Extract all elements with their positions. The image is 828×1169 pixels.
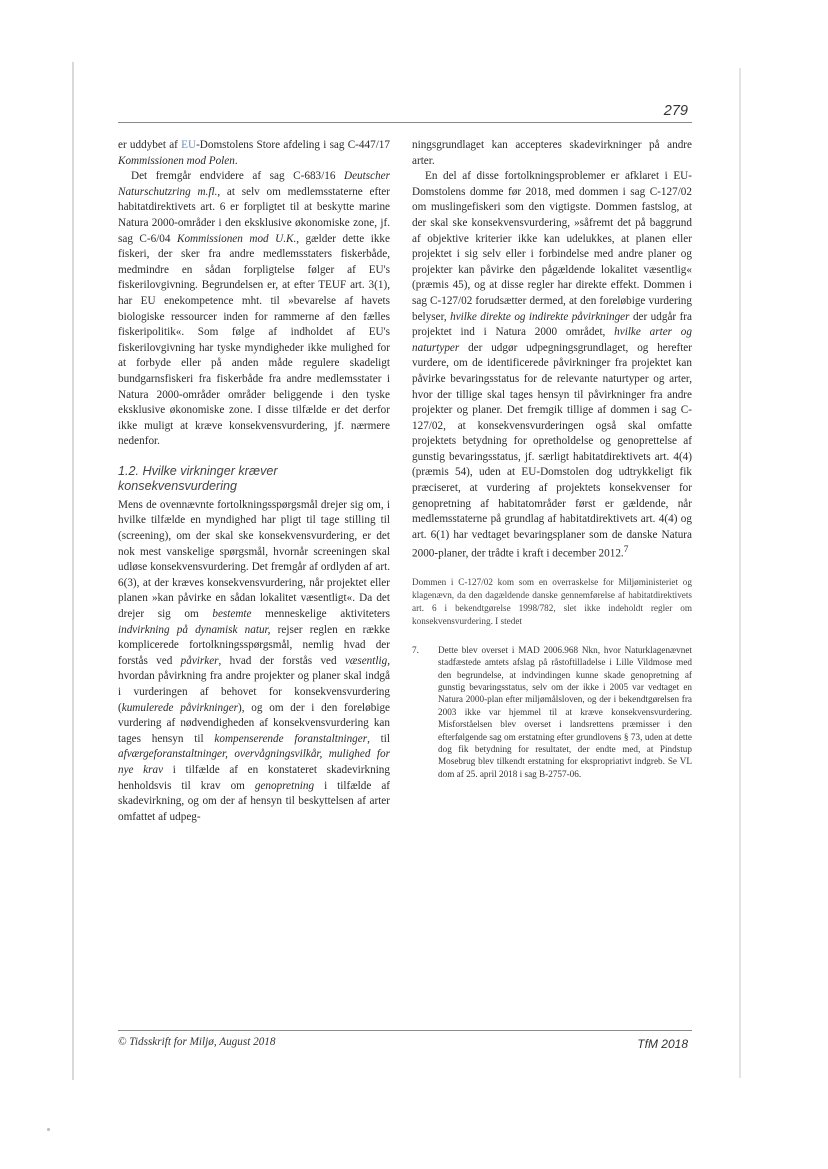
footer-journal: TfM 2018 [637,1037,688,1051]
footnote-ref: 7 [623,545,629,556]
footer-copyright: © Tidsskrift for Miljø, August 2018 [118,1036,276,1048]
section-heading: 1.2. Hvilke virkninger kræver konsekvensvurdering [118,463,278,493]
paragraph: Mens de ovennævnte fortolkningsspørgsmål drejer sig om, i hvilke tilfælde en myndighed har pligt til tage stilling til (screening), om der skal ske konsekvensvurdering, er det nok mest vanskelige spørgsmål, hvornår screeningen skal udløse konsekvensvurdering. Det fremgår af ordlyden af art. 6(3), at der kræves konsekvensvurdering, når projektet eller planen »kan påvirke en sådan lokalitet væsentligt«. Da det drejer sig om bestemte menneskelige aktiviteters indvirkning på dynamisk natur, rejser reglen en række komplicerede fortolkningsspørgsmål, nemlig hvad der forstås ved påvirker, hvad der forstås ved væsentlig, hvordan påvirkning fra andre projekter og planer skal indgå i vurderingen af behovet for konsekvensvurdering (kumulerede påvirkninger), og om der i den foreløbige vurdering af nødvendigheden af konsekvensvurdering kan tages hensyn til kompenserende foranstaltninger, til afværgeforanstaltninger, overvågningsvilkår, mulighed for nye krav i tilfælde af en konstateret skadevirkning henholdsvis til krav om genopretning i tilfælde af skadevirkning, og om der af hensyn til beskyttelsen af arter omfattet af udpeg- [118,498,391,823]
footer-rule [118,1030,692,1031]
paragraph: En del af disse fortolkningsproblemer er afklaret i EU-Domstolens domme før 2018, med dommen i sag C-127/02 om muslingefiskeri som den vigtigste. Dommen fastslog, at der skal ske konsekvensvurdering, »såfremt det på baggrund af objektive kriterier ikke kan udelukkes, at planen eller projektet i sig selv eller i forbindelse med andre planer og projekter kan påvirke den pågældende lokalitet væsentlig« (præmis 45), og at disse regler har direkte effekt. Dommen i sag C-127/02 forudsætter dermed, at den foreløbige vurdering belyser, hvilke direkte og indirekte påvirkninger der udgår fra projektet ind i Natura 2000 området, hvilke arter og naturtyper der udgør udpegningsgrundlaget, og herefter vurdere, om de identificerede påvirkninger fra projektet kan påvirke bevaringsstatus for de relevante naturtyper og arter, hvor der tillige skal tages hensyn til påvirkninger fra andre projekter og planer. Det fremgik tillige af dommen i sag C-127/02, at konsekvensvurderingen også skal omfatte projektets betydning for opretholdelse og genoprettelse af gunstig bevaringsstatus, jf. særligt habitatdirektivets art. 4(4) (præmis 54), uden at EU-Domstolen dog udtrykkeligt fik præciseret, at vurdering af projektets konsekvenser for genopretning af habitatområder først er gældende, når medlemsstaterne på grundlag af habitatdirektivets art. 4(4) og art. 6(1) har vedtaget bevaringsplaner som de danske Natura 2000-planer, der trådte i kraft i december 2012.$^7$ [412,170,692,561]
paragraph: Det fremgår endvidere af sag C-683/16 Deutscher Naturschutzring m.fl., at selv om medlemsstaterne efter habitatdirektivets art. 6 er forpligtet til at beskytte marine Natura 2000-områder i den eksklusive økonomiske zone, jf. sag C-6/04 Kommissionen mod U.K., gælder dette ikke fiskeri, der sker fra andre medlemsstaters fiskerbåde, medmindre en sådan forpligtelse følger af EU's fiskerilovgivning. Begrundelsen er, at efter TEUF art. 3(1), har EU enekompetence mht. til »bevarelse af havets biologiske ressourcer inden for rammerne af den fælles fiskeripolitik«. Som følge af indholdet af EU's fiskerilovgivning har tyske myndigheder ikke mulighed for at forbyde eller på anden måde regulere skadeligt bundgarnsfiskeri fra fiskerbåde fra andre medlemsstater i Natura 2000-områder områder beliggende i den tyske eksklusive økonomiske zone. I disse tilfælde er det derfor ikke muligt at kræve konsekvensvurdering, jf. nærmere nedenfor. [118,170,390,448]
header-rule [118,122,692,123]
paragraph: er uddybet af EU-Domstolens Store afdeling i sag C-447/17 Kommissionen mod Polen. [118,139,390,167]
scan-edge-left [72,62,74,1080]
scan-artifact [47,1128,50,1131]
left-column [118,138,390,825]
paragraph: ningsgrundlaget kan accepteres skadevirkninger på andre arter. [412,139,692,167]
footnote [412,644,692,780]
right-column [412,138,692,780]
scan-edge-right [739,68,741,1078]
footnote-number: 7. [412,644,419,655]
footnote-text: Dette blev overset i MAD 2006.968 Nkn, hvor Naturklagenævnet stadfæstede amtets afslag på råstoftilladelse i Lille Vildmose med den begrundelse, at indvindingen kunne skade genopretning af gunstig bevaringsstatus, selv om der ikke i 2005 var vedtaget en Natura 2000-plan efter miljømålsloven, og der i bekendtgørelsen fra 2003 ikke var hjemmel til at kræve konsekvensvurdering. Misforståelsen blev overset i landsrettens præmisser i den efterfølgende sag om erstatning efter grundlovens § 73, uden at dette dog fik betydning for resultatet, der endte med, at Pindstup Mosebrug blev tilkendt erstatning for ekspropriativt indgreb. Se VL dom af 25. april 2018 i sag B-2757-06. [438,644,692,779]
box-note: Dommen i C-127/02 kom som en overraskelse for Miljøministeriet og klagenævn, da den dagældende danske gennemførelse af habitatdirektivets art. 6 i bekendtgørelse 1998/782, slet ikke indeholdt regler om konsekvensvurdering. I stedet [412,576,692,626]
page-number: 279 [663,103,688,119]
